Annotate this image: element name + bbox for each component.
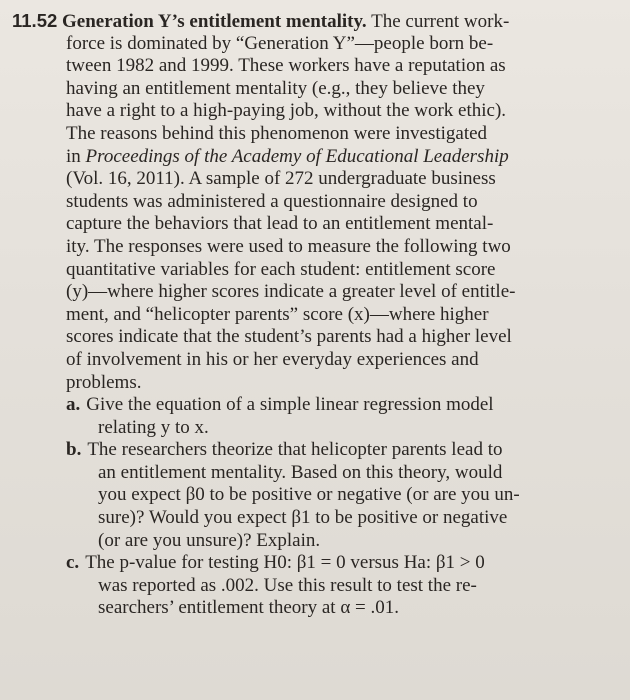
- intro-line: (Vol. 16, 2011). A sample of 272 undergraduate business: [66, 168, 496, 190]
- part-c-line: searchers’ entitlement theory at α = .01.: [98, 597, 399, 619]
- intro-line: capture the behaviors that lead to an entitlement mental-: [66, 213, 494, 235]
- part-c-label: c.: [66, 552, 80, 574]
- intro-line: having an entitlement mentality (e.g., they believe they: [66, 77, 485, 99]
- part-a-text: Give the equation of a simple linear regression model: [86, 394, 494, 416]
- problem-title: Generation Y’s entitlement mentality.: [62, 11, 367, 32]
- intro-line: ity. The responses were used to measure the following two: [66, 235, 511, 257]
- part-b-line: you expect β0 to be positive or negative (or are you un-: [98, 484, 520, 506]
- intro-line: (y)—where higher scores indicate a greater level of entitle-: [66, 281, 516, 303]
- intro-line: students was administered a questionnaire designed to: [66, 190, 478, 212]
- part-a-line: relating y to x.: [98, 416, 209, 438]
- intro-line: have a right to a high-paying job, without the work ethic).: [66, 100, 507, 122]
- problem-header-line: [12, 10, 612, 33]
- part-a-label: a.: [66, 394, 81, 416]
- intro-line: problems.: [66, 371, 142, 393]
- part-c-line: was reported as .002. Use this result to test the re-: [98, 574, 477, 596]
- intro-line: scores indicate that the student’s parents had a higher level: [66, 326, 512, 348]
- part-b-line: sure)? Would you expect β1 to be positive or negative: [98, 507, 508, 529]
- part-b-line: [12, 439, 612, 462]
- part-a-line: [12, 394, 612, 417]
- intro-line-prefix: in: [66, 145, 86, 167]
- problem-number: 11.52: [12, 10, 58, 31]
- intro-line: force is dominated by “Generation Y”—people born be-: [66, 32, 494, 54]
- exercise-11-52: [12, 10, 612, 620]
- intro-line: ment, and “helicopter parents” score (x)—where higher: [66, 303, 489, 325]
- intro-line: The current work-: [371, 11, 510, 32]
- journal-title: Proceedings of the Academy of Educational Leadership: [85, 145, 509, 167]
- intro-line: quantitative variables for each student: entitlement score: [66, 258, 496, 280]
- part-c-text: The p-value for testing H0: β1 = 0 versus Ha: β1 > 0: [85, 552, 485, 574]
- part-b-line: an entitlement mentality. Based on this theory, would: [98, 461, 503, 483]
- part-b-label: b.: [66, 439, 82, 461]
- part-b-text: The researchers theorize that helicopter parents lead to: [87, 439, 503, 461]
- intro-line: tween 1982 and 1999. These workers have a reputation as: [66, 55, 506, 77]
- part-c-line: [12, 552, 612, 575]
- intro-line: [12, 146, 612, 169]
- intro-line: The reasons behind this phenomenon were investigated: [66, 122, 488, 144]
- part-b-line: (or are you unsure)? Explain.: [98, 529, 321, 551]
- intro-line: of involvement in his or her everyday experiences and: [66, 348, 479, 370]
